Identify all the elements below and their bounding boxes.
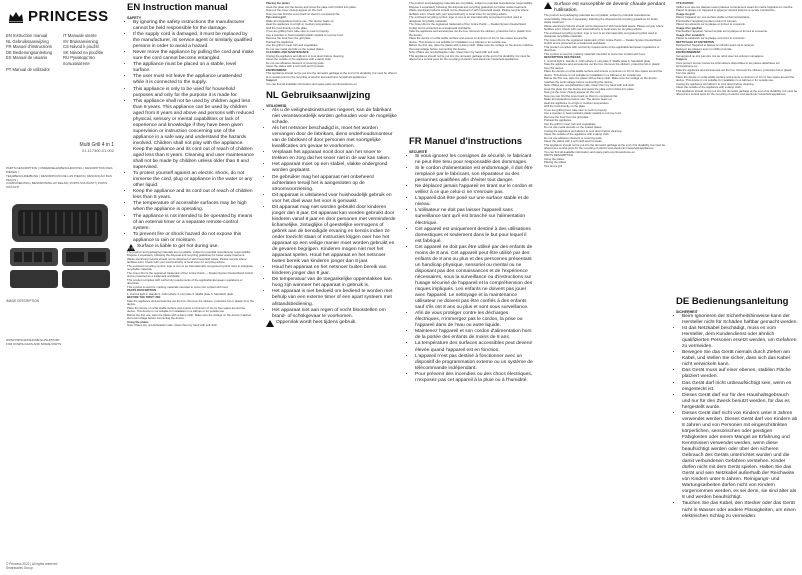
french-small-text: Using the plates bbox=[544, 156, 565, 161]
dutch-small-text: This appliance should not be put into the domestic garbage at the end of its durability, but must be offered at a central point for the recycling of electric and electronic household appliances. bbox=[409, 53, 531, 61]
english-small-text: Preheat the appliance. bbox=[266, 39, 294, 44]
brand-logo bbox=[8, 8, 114, 25]
english-small-text: Now put the cover closely appear on the cord. bbox=[266, 8, 323, 12]
french-small-heading: NETTOYAGE ET ENTRETIEN bbox=[676, 39, 715, 44]
german-safety-list bbox=[676, 314, 798, 520]
list-item: • Cet appareil ne doit pas être utilisé par des enfants de moins de 8 ans. Cet appareil peut être utilisé par des enfants de 8 ans ou plus et des personnes présentant un handicap physique, sensoriel ou mental ou ne disposant pas des connaissances et de l'expérience nécessaires, sous la surveillance ou d'instructions sur l'usage sécurisé de l'appareil et la compréhension des risques impliqués. Les enfants ne doivent pas jouer avec l'appareil. Le nettoyage et la maintenance utilisateur ne doivent pas être confiés à des enfants sauf s'ils ont 8 ans ou plus et sont sous surveillance. bbox=[415, 245, 534, 312]
french-small-text: This appliance should not be put into the domestic garbage at the end of its durability, but must be offered at a central point for the recycling of electric and electronic household appliances. bbox=[676, 88, 798, 96]
language-item: IT Manuale utente bbox=[63, 33, 97, 38]
english-small-text: Remove the food from the grill plate. bbox=[266, 36, 312, 40]
list-item: • Ist das Netzkabel beschädigt, muss es vom Hersteller, dem Kundendienst oder ähnlich qualifizierten Personen ersetzt werden, um Gefahren zu vermeiden. bbox=[682, 326, 798, 350]
parts-heading-line: COMPONENTES | BESKRIVNING AV DELAR | POPIS SOUČÁSTÍ | POPIS SÚČASTÍ bbox=[6, 181, 108, 190]
list-item: • If the supply cord is damaged, it must be replaced by the manufacturer, its service agent or similarly qualified persons in order to avoid a hazard. bbox=[133, 32, 254, 50]
footer bbox=[6, 562, 57, 570]
list-item: • L'appareil doit être posé sur une surface stable et de niveau. bbox=[415, 196, 534, 208]
language-item: DE Bedienungsanleitung bbox=[6, 49, 53, 55]
list-item: • The appliance is not intended to be operated by means of an external timer or a separate remote-control system. bbox=[133, 214, 254, 232]
french-small-text: This symbol is used for marking materials intended to come into contact with food. bbox=[544, 51, 646, 56]
french-small-text: PARTS DESCRIPTION bbox=[544, 153, 573, 157]
list-item: • The appliance must be placed on a stable, level surface. bbox=[133, 62, 254, 74]
french-small-heading: DESCRIPTION DES PIÈCES bbox=[544, 55, 581, 59]
french-small-text: Before the first use, wipe the plates with a damp cloth. Make sure the voltage on the device matches the local voltage before connecting the device. bbox=[544, 76, 657, 84]
french-title: FR Manuel d'instructions bbox=[409, 136, 523, 147]
french-small-text: Nettoyez les plaques avec un chiffon humide. bbox=[676, 46, 733, 51]
english-small-text: Before the first use, wipe the plates with a damp cloth. Make sure the voltage on the device matches the local voltage before connecting the device. bbox=[127, 312, 252, 321]
french-small-heading: Usage d'un sandwich bbox=[676, 32, 705, 37]
french-safety-list bbox=[409, 154, 534, 384]
list-item: • Dieses Gerät darf nur für den Haushaltsgebrauch und nur für den Zweck benutzt werden, für das es hergestellt wurde. bbox=[682, 393, 798, 411]
dutch-small-text: Before the first use, wipe the plates with a damp cloth. Make sure the voltage on the device matches the local voltage before connecting the device. bbox=[409, 43, 534, 51]
list-item: • Pour prévenir des incendies ou des chocs électriques, n'exposez pas cet appareil à la pluie ou à l'humidité. bbox=[415, 372, 534, 384]
english-small-text: Take the appliance and accessories out the box. Remove the stickers, protective foil or plastic from the device. bbox=[127, 298, 254, 307]
english-safety-heading: SAFETY bbox=[127, 16, 142, 20]
list-item: • By ignoring the safety instructions the manufacturer cannot be held responsible for the damage. bbox=[133, 20, 254, 32]
english-small-text: The product and packaging materials are recyclable, subject to potential manufacturer responsibility. Dispose it separately, following the disposal and recycling guidelines for better waste treatment. bbox=[127, 249, 251, 258]
german-column bbox=[672, 0, 802, 575]
english-small-text: Note: Plates are not dishwasher safe. Clean them by hand with soft cloth. bbox=[127, 323, 218, 328]
french-small-text: Placez les aliments sur la plaque et fermez le couvercle. bbox=[676, 22, 746, 26]
model-number: 01.117300.01.002 bbox=[82, 148, 114, 154]
english-small-text: You can find all available information and spare parts at princesshome.eu bbox=[266, 81, 357, 86]
english-small-heading: Placing the plates bbox=[266, 1, 290, 5]
list-item: • Das Gerät muss auf einer ebenen, stabilen Fläche platziert werden. bbox=[682, 368, 798, 380]
list-item: • Dit apparaat is uitsluitend voor huishoudelijk gebruik en voor het doel waar het voor is gemaakt. bbox=[272, 193, 398, 205]
list-item: • De temperatuur van de toegankelijke oppervlakken kan hoog zijn wanneer het apparaat in gebruik is. bbox=[272, 277, 398, 289]
list-item: • This appliance is only to be used for household purposes and only for the purpose it is made for. bbox=[133, 87, 254, 99]
english-small-text: This symbol is used for marking materials intended to come into contact with food. bbox=[127, 284, 229, 289]
english-nl-column bbox=[262, 0, 402, 575]
english-small-text: Hook the plate into the device and press the plate until it clicks into place. bbox=[266, 4, 357, 9]
list-item: • Tauchen Sie das Kabel, den Stecker oder das Gerät nicht in Wasser oder andere Flüssigkeiten, um einen elektrischen Schlag zu vermeiden. bbox=[682, 501, 798, 519]
english-small-text: Make all preparations before use. The device heats up. bbox=[266, 18, 335, 23]
crown-icon bbox=[8, 11, 24, 23]
brand-name: PRINCESS bbox=[28, 8, 109, 25]
list-item: • Het apparaat is niet bedoeld om bediend te worden met behulp van een externe timer of een apart systeem met afstandsbediening. bbox=[272, 289, 398, 307]
hot-surface-icon bbox=[266, 320, 274, 327]
english-small-text: Unplug the appliance and allow it to cool down before cleaning. bbox=[266, 53, 345, 58]
french-small-text: You can find all available information and spare parts at princesshome.eu bbox=[544, 149, 635, 154]
french-small-heading: ENVIRONNEMENT bbox=[676, 50, 701, 54]
parts-heading-line: TEILEBESCHREIBUNG | DESCRIPCIÓN DE LAS PIEZAS | DESCRIÇÃO DAS PEÇAS | bbox=[6, 173, 112, 182]
french-small-text: Unplug the appliance and allow it to cool down before cleaning. bbox=[544, 128, 623, 133]
list-item: • Als het netsnoer beschadigd is, moet het worden vervangen door de fabrikant, diens onderhoudsmonteur van de fabrikant of door personen met soortgelijke kwalificaties om gevaar te voorkomen. bbox=[272, 126, 398, 150]
language-item: PT Manual de utilizador bbox=[6, 66, 50, 72]
french-small-text: Cet appareil ne doit pas être mis au rebut avec les ordures ménagères. bbox=[676, 53, 765, 58]
dutch-small-text: Take the appliance and accessories out the box. Remove the stickers, protective foil or plastic from the device. bbox=[409, 29, 532, 37]
cover-column bbox=[0, 0, 120, 575]
french-small-text: Make all preparations before use. The device heats up. bbox=[544, 97, 613, 101]
french-small-text: Placez l'appareil sur une surface stable et thermorésistante. bbox=[676, 15, 751, 19]
english-small-text: Place the device on a flat stable surface and ensure a minimum of 10 cm free space around the device. This device is not suitable for installation in a cabinet or for outside use. bbox=[127, 305, 246, 314]
french-small-text: Vous pouvez trouver toutes les informations disponibles et les pièces détachées sur princesshome.eu bbox=[676, 60, 780, 68]
list-item: • Verplaats het apparaat nooit door aan het snoer te trekken en zorg dat het snoer niet in de war kan raken. bbox=[272, 150, 398, 162]
french-small-text: The product and packaging materials are recyclable, subject to potential manufacturer responsibility. Dispose it separately, following the disposal and recycling guidelines for better waste treatment. bbox=[544, 13, 659, 24]
dutch-small-text: Place the device on a flat stable surface and ensure a minimum of 10 cm free space around the device. This device is not suitable for installation in a cabinet or for outside use. bbox=[409, 36, 528, 44]
list-item: • Si le cordon d'alimentation est endommagé, il doit être remplacé par le fabricant, son réparateur ou des personnes qualifiées afin d'éviter tout danger. bbox=[415, 166, 534, 184]
french-small-text: The enclosed recycling symbol, logo or icon is an internationally recognised symbol used to designate recyclable materials. bbox=[544, 30, 658, 38]
copyright: © Princess 2022 | All rights reserved bbox=[6, 562, 58, 566]
support-note: FOR DOWNLOADS AND SPARE PARTS bbox=[6, 341, 62, 346]
list-item: • To prevent fire or shock hazard do not expose this appliance to rain or moisture. bbox=[133, 232, 254, 244]
dutch-small-text: The enclosed recycling symbol, logo or icon is an internationally recognised symbol used to designate recyclable materials. bbox=[409, 15, 523, 23]
list-item: • Das Gerät darf nicht unbeaufsichtigt sein, wenn es eingesteckt ist. bbox=[682, 381, 798, 393]
french-small-text: Now you can find the cover back so that it is completely flat. bbox=[544, 93, 618, 98]
english-title: EN Instruction manual bbox=[127, 2, 228, 13]
language-list bbox=[6, 33, 114, 72]
french-small-text: Veillez à ce que les plaques soient placées correctement avant de mettre l'appareil en marche. bbox=[676, 4, 794, 9]
language-item: SK Návod na použitie bbox=[63, 49, 104, 55]
english-small-text: Clean the outside of the appliance with a damp cloth. bbox=[266, 57, 332, 61]
list-item: • La température des surfaces accessibles peut devenir élevée quand l'appareil est en fonction. bbox=[415, 341, 534, 353]
french-small-text: Heat the appliance to a high or medium temperature. bbox=[544, 100, 610, 105]
french-small-text: The Green Dot is the registered trademark of Der Grüne Punkt — Duales System Deutschland GmbH and is protected as a trademark worldwide. bbox=[544, 37, 661, 45]
list-item: • The temperature of accessible surfaces may be high when the appliance is operating. bbox=[133, 201, 254, 213]
language-item: NL Gebruiksaanwijzing bbox=[6, 38, 49, 44]
english-small-text: Use a wooden or heat-resistant plastic spatula to remove food. bbox=[266, 32, 344, 37]
list-item: • Beim Ignorieren der Sicherheitshinweise kann der Hersteller nicht für Schäden haftbar gemacht werden. bbox=[682, 314, 798, 326]
language-item: CS Návod k použití bbox=[63, 44, 99, 50]
french-small-text: Use the grill for meat, fish and vegetables. bbox=[544, 121, 597, 126]
language-item: SV Bruksanvisning bbox=[63, 38, 99, 44]
french-small-text: Use a wooden or heat-resistant plastic spatula to remove food. bbox=[544, 111, 622, 115]
list-item: • Ne déplacez jamais l'appareil en tirant sur le cordon et veillez à ce que celui-ci ne s'enroule pas. bbox=[415, 184, 534, 196]
french-small-text: Waste electrical products should not be disposed of with household waste. Please recycle where facilities exist. Check with your local Authority or local store for recycling advice. bbox=[544, 23, 664, 31]
english-small-text: Do not use metal utensils on the coated plates. bbox=[266, 46, 325, 51]
french-small-text: Clean the outside of the appliance with a damp cloth. bbox=[544, 132, 610, 136]
english-small-text: Heat the appliance to a high or medium temperature. bbox=[266, 22, 332, 26]
english-small-text: Do not use abrasive cleaners or scouring pads. bbox=[266, 60, 325, 65]
french-small-text: Do not use metal utensils on the coated plates. bbox=[544, 125, 603, 129]
dutch-safety-heading: VEILIGHEID bbox=[266, 104, 287, 108]
english-small-text: Waste electrical products should not be disposed of with household waste. Please recycle where facilities exist. Check with your local Authority or local store for recycling advice. bbox=[127, 256, 247, 265]
list-item: • Afin de vous protéger contre les décharges électriques, n'immergez pas le cordon, la prise ou l'appareil dans de l'eau ou autre liquide. bbox=[415, 311, 534, 329]
english-small-text: This appliance should not be put into the domestic garbage at the end of its durability, but must be offered at a central point for the recycling of electric and electronic household appliances. bbox=[266, 71, 397, 79]
english-small-text: If you are grilling food, take care to cook it properly. bbox=[266, 29, 330, 33]
list-item: • L'utilisateur ne doit pas laisser l'appareil sans surveillance tant qu'il est branché sur l'alimentation électrique. bbox=[415, 208, 534, 226]
list-item: • Het apparaat moet op een stabiel, vlakke ondergrond worden geplaatst. bbox=[272, 162, 398, 174]
french-small-text: This product complies with conformity requirements of the applicable European regulations or directives. bbox=[544, 44, 660, 52]
hot-surface-icon bbox=[544, 2, 552, 9]
dutch-small-text: The Green Dot is the registered trademark of Der Grüne Punkt — Duales System Deutschland GmbH and is protected as a trademark worldwide. bbox=[409, 22, 526, 30]
list-item: • Si vous ignorez les consignes de sécurité, le fabricant ne peut être tenu pour responsable des dommages. bbox=[415, 154, 534, 166]
french-small-text: Préchauffez l'appareil pendant environ 5 minutes. bbox=[676, 18, 738, 23]
support-url: WWW.PRINCESSHOME.EU/SUPPORT bbox=[6, 337, 60, 342]
dutch-small-block bbox=[409, 2, 534, 130]
english-small-text: Use the grill for meat, fish and vegetables. bbox=[266, 43, 319, 47]
english-column bbox=[123, 0, 258, 575]
french-small-text: Place the device on a flat stable surface and ensure a minimum of 10 cm free space around the device. This device is not suitable for installation in a cabinet or for outside use. bbox=[676, 74, 795, 82]
list-item: • L'appareil n'est pas destiné à fonctionner avec un dispositif de programmation externe ou un système de télécommande indépendant. bbox=[415, 354, 534, 372]
french-small-text: Unplug the appliance and allow it to cool down before cleaning. bbox=[676, 81, 755, 86]
language-item: ES Manual de usuario bbox=[6, 55, 48, 61]
french-small-text: Préchauffez l'appareil. Versez la pâte sur la plaque et fermez le couvercle. bbox=[676, 29, 768, 33]
french-small-text: Now put the cover closely appear on the cord. bbox=[544, 90, 601, 94]
french-continued-column bbox=[540, 0, 670, 575]
list-item: • This appliance shall not be used by children aged less than 8 years. This appliance can be used by children aged from 8 years and above and persons with reduced physical, sensory or mental capabilities or lack of experience and knowledge if they have been given supervision or instruction concerning use of the appliance in a safe way and understand the hazards involved. Children shall not play with the appliance. Keep the appliance and its cord out of reach of children aged less than 8 years. Cleaning and user maintenance shall not be made by children unless older than 8 and supervised. bbox=[133, 99, 254, 172]
french-small-heading: Usage d'un gaufrier bbox=[676, 25, 703, 30]
french-small-text: Preheat the appliance. bbox=[544, 118, 572, 122]
english-small-text: The Green Dot is the registered trademark of Der Grüne Punkt — Duales System Deutschland GmbH and is protected as a trademark worldwide. bbox=[127, 270, 253, 279]
language-item: RU Руководство пользователя bbox=[63, 55, 95, 66]
french-small-text: Note: Plates are not dishwasher safe. Clean them by hand with soft cloth. bbox=[544, 83, 635, 87]
english-small-heading: CLEANING AND MAINTENANCE bbox=[266, 50, 309, 54]
list-item: • Cet appareil est uniquement destiné à des utilisations domestiques et seulement dans le but pour lequel il est fabriqué. bbox=[415, 227, 534, 245]
french-small-text: Placing the plates bbox=[544, 160, 567, 164]
french-small-text: Grill the food directly on the plate. bbox=[544, 104, 586, 108]
french-small-text: This appliance should not be put into the domestic garbage at the end of its durability, but must be offered at a central point for the recycling of electric and electronic household appliances. bbox=[544, 142, 666, 150]
english-safety-list bbox=[127, 20, 254, 244]
french-small-block bbox=[676, 2, 798, 292]
list-item: • Houd het apparaat en het netsnoer buiten bereik van kinderen jonger dan 8 jaar. bbox=[272, 265, 398, 277]
image-description-label: IMAGE DESCRIPTION bbox=[6, 298, 39, 303]
french-small-heading: Usage du grill bbox=[676, 11, 695, 16]
english-small-heading: Tips and a grill bbox=[266, 15, 286, 19]
english-small-heading: Using the plates bbox=[127, 319, 149, 324]
english-small-text: The enclosed recycling symbol, logo or icon is an internationally recognised symbol used to designate recyclable materials. bbox=[127, 263, 253, 272]
english-small-heading: ENVIRONMENT bbox=[266, 67, 287, 72]
french-small-text: Placez le sandwich sur la plaque et fermez le couvercle. bbox=[676, 36, 746, 40]
french-small-text: Clean the outside of the appliance with a damp cloth. bbox=[676, 85, 742, 89]
french-small-text: Tips and a grill bbox=[544, 163, 563, 168]
french-safety-heading: SÉCURITÉ bbox=[409, 150, 428, 154]
list-item: • Dit apparaat mag niet worden gebruikt door kinderen jonger dan 8 jaar. Dit apparaat kan worden gebruikt door kinderen vanaf 8 jaar en door personen met verminderde lichamelijke, zintuiglijke of geestelijke vermogens of gebrek aan de benodigde ervaring en kennis indien ze onder toezicht staan of instructies krijgen over hoe het apparaat op een veilige manier moet worden gebruikt en de gevaren begrijpen. Kinderen mogen niet met het apparaat spelen. Houd het apparaat en het netsnoer buiten bereik van kinderen jonger dan 8 jaar. bbox=[272, 205, 398, 265]
english-small-text: Clean the plates with a soft cloth and hot water. bbox=[266, 64, 325, 68]
french-small-text: Take the appliance and accessories out the box. Remove the stickers, protective foil or plastic from the device. bbox=[544, 62, 660, 70]
dutch-title: NL Gebruiksaanwijzing bbox=[266, 90, 371, 101]
english-small-heading: Support bbox=[266, 78, 277, 82]
language-item: EN Instruction manual bbox=[6, 33, 48, 38]
english-small-text: Now you can find the cover back so that it is completely flat. bbox=[266, 11, 340, 16]
company: Smartwares Group bbox=[6, 566, 33, 570]
french-small-text: Remove the food from the grill plate. bbox=[544, 114, 590, 119]
list-item: • Bewegen Sie das Gerät niemals durch Ziehen am Kabel, und stellen Sie sicher, dass sich das Kabel nicht verwickeln kann. bbox=[682, 350, 798, 368]
dutch-small-text: Waste electrical products should not be disposed of with household waste. Please recycle where facilities exist. Check with your local Authority or local store for recycling advice. bbox=[409, 8, 529, 16]
english-hot-warning-text: Surface is liable to get hot during use. bbox=[137, 243, 219, 249]
english-small-text: Grill the food directly on the plate. bbox=[266, 25, 308, 30]
french-small-heading: Support bbox=[676, 57, 687, 61]
list-item: • Never move the appliance by pulling the cord and make sure the cord cannot become entangled. bbox=[133, 50, 254, 62]
english-small-text: 1. Control light 2. Handle 3. Grill surface 4. Hot plate 5. Waffle plate 6. Sandwich plate bbox=[127, 291, 234, 296]
dutch-small-text: Note: Plates are not dishwasher safe. Clean them by hand with soft cloth. bbox=[409, 50, 500, 54]
french-small-text: Clean the plates with a soft cloth and hot water. bbox=[544, 139, 603, 143]
french-column bbox=[405, 0, 538, 575]
dutch-hot-warning bbox=[266, 320, 398, 327]
french-small-text: If you are grilling food, take care to cook it properly. bbox=[544, 107, 608, 112]
english-small-text: This product complies with conformity requirements of the applicable European regulations or directives. bbox=[127, 277, 243, 286]
french-small-text: Débranchez l'appareil et laissez-le refroidir avant de le nettoyer. bbox=[676, 43, 755, 47]
language-item: FR Manuel d'instructions bbox=[6, 44, 52, 50]
product-illustration bbox=[6, 198, 114, 294]
parts-heading-list bbox=[6, 167, 114, 190]
french-small-text: Placez la plaque sur l'appareil et appuyez dessus jusqu'à ce qu'elle s'enclenche. bbox=[676, 8, 776, 12]
english-small-heading: PARTS DESCRIPTION bbox=[127, 288, 157, 293]
french-hot-warning-text: Surface est susceptible de devenir chaude pendant l'utilisation. bbox=[554, 2, 666, 13]
german-title: DE Bedienungsanleitung bbox=[676, 296, 789, 307]
list-item: • De gebruiker mag het apparaat niet onbeheerd achterlaten terwijl het is aangesloten op de stroomvoorziening. bbox=[272, 175, 398, 193]
dutch-hot-warning-text: Oppervlak wordt heet tijdens gebruik. bbox=[276, 319, 357, 325]
list-item: • The user must not leave the appliance unattended while it is connected to the supply. bbox=[133, 74, 254, 86]
english-small-heading: BEFORE THE FIRST USE bbox=[127, 295, 161, 300]
model-name: Multi Grill 4 in 1 bbox=[79, 142, 114, 149]
german-safety-heading: SICHERHEIT bbox=[676, 310, 698, 314]
list-item: • Als u de veiligheidsinstructies negeert, kan de fabrikant niet verantwoordelijk worden gehouden voor de mogelijke schade. bbox=[272, 108, 398, 126]
french-small-text: Hook the plate into the device and press the plate until it clicks into place. bbox=[544, 86, 635, 91]
list-item: • Het apparaat niet aan regen of vocht blootstellen om brand- of schokgevaar te voorkomen. bbox=[272, 308, 398, 320]
french-small-text: Place the device on a flat stable surface and ensure a minimum of 10 cm free space around the device. This device is not suitable for installation in a cabinet or for outside use. bbox=[544, 69, 663, 77]
dutch-safety-list bbox=[266, 108, 398, 320]
french-small-text: 1. Control light 2. Handle 3. Grill surface 4. Hot plate 5. Waffle plate 6. Sandwich plate bbox=[544, 58, 651, 63]
parts-heading-line: PARTS DESCRIPTION | ONDERDELENBESCHRIJVING | DESCRIPTION DES PIÈCES | bbox=[6, 166, 113, 174]
list-item: • Keep the appliance and its cord out of reach of children less than 8 years. bbox=[133, 189, 254, 201]
french-small-heading: UTILISATION bbox=[676, 2, 694, 5]
support-site bbox=[6, 339, 114, 347]
list-item: • Maintenez l'appareil et son cordon d'alimentation hors de la portée des enfants de moins de 8 ans. bbox=[415, 329, 534, 341]
french-small-text: Do not use abrasive cleaners or scouring pads. bbox=[544, 135, 603, 140]
list-item: • To protect yourself against an electric shock, do not immerse the cord, plug or appliance in the water or any other liquid. bbox=[133, 171, 254, 189]
french-small-text: Take the appliance and accessories out the box. Remove the stickers, protective foil or plastic from the device. bbox=[676, 67, 792, 75]
list-item: • Dieses Gerät darf nicht von Kindern unter 8 Jahren verwendet werden. Dieses Gerät darf von Kindern ab 8 Jahren und von Personen mit eingeschränkten körperlichen, sensorischen oder geistigen Fähigkeiten oder einem Mangel an Erfahrung und Kenntnissen verwendet werden, wenn diese beaufsichtigt werden oder über den sicheren Gebrauch des Geräts unterrichtet wurden und die damit verbundenen Gefahren verstehen. Kinder dürfen nicht mit dem Gerät spielen. Halten Sie das Gerät und sein Netzkabel außerhalb der Reichweite von Kindern unter 8 Jahren. Reinigungs- und Wartungsarbeiten dürfen nicht von Kindern vorgenommen werden, es sei denn, sie sind älter als 8 und werden beaufsichtigt. bbox=[682, 411, 798, 502]
dutch-small-text: The product and packaging materials are recyclable, subject to potential manufacturer responsibility. Dispose it separately, following the disposal and recycling guidelines for better waste treatment. bbox=[409, 2, 533, 9]
